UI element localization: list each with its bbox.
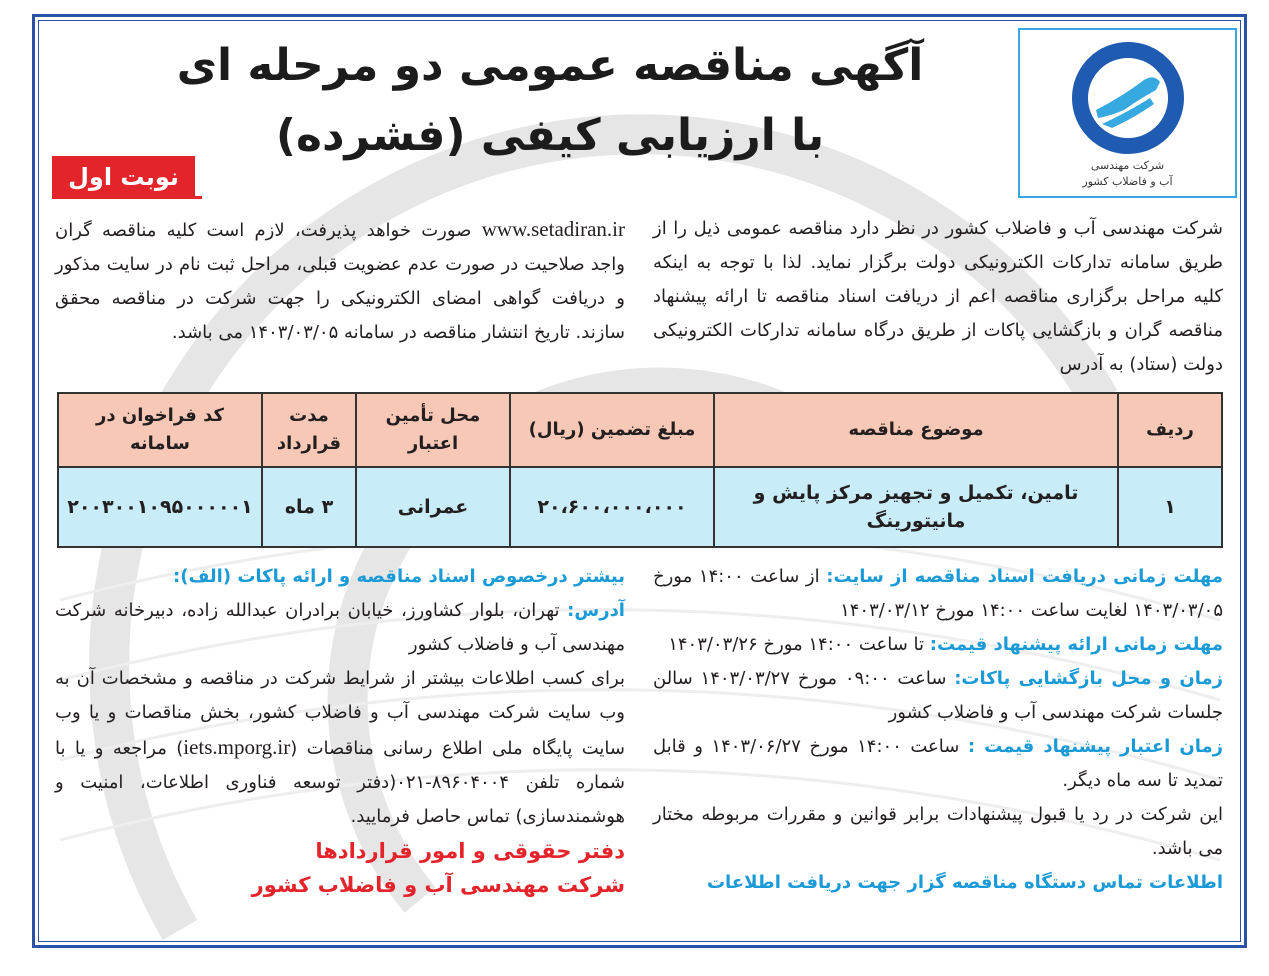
contact-label: اطلاعات تماس دستگاه مناقصه گزار جهت دریافت اطلاعات	[706, 872, 1223, 893]
more-info-text-1: برای کسب اطلاعات بیشتر از شرایط شرکت در مناقصه و مشخصات آن به وب سایت شرکت مهندسی آب و فاضلاب کشور، بخش مناقصات و یا وب سایت پایگاه ملی اطلاع رسانی مناقصات (	[55, 668, 625, 759]
opening-text: ساعت ۰۹:۰۰ مورخ ۱۴۰۳/۰۳/۲۷ سالن جلسات شرکت مهندسی آب و فاضلاب کشور	[653, 668, 1223, 723]
more-info-text-2: ) مراجعه و یا با شماره تلفن ۸۹۶۰۴۰۰۴-۰۲۱(دفتر توسعه فناوری اطلاعات، امنیت و هوشمندسازی) تماس حاصل فرمایید.	[55, 738, 625, 827]
details-left	[55, 560, 625, 902]
table-row	[58, 467, 1222, 547]
header-funding: محل تأمین اعتبار	[356, 393, 510, 467]
doc-deadline-text: از ساعت ۱۴:۰۰ مورخ ۱۴۰۳/۰۳/۰۵ لغایت ساعت ۱۴:۰۰ مورخ ۱۴۰۳/۰۳/۱۲	[653, 566, 1223, 621]
cell-guarantee: ۲۰،۶۰۰،۰۰۰،۰۰۰	[510, 467, 714, 547]
notice-body	[55, 212, 1223, 942]
rights-text: این شرکت در رد یا قبول پیشنهادات برابر قوانین و مقررات مربوطه مختار می باشد.	[653, 804, 1223, 859]
cell-row-number: ۱	[1118, 467, 1222, 547]
intro-text-left: صورت خواهد پذیرفت، لازم است کلیه مناقصه گران واجد صلاحیت در صورت عدم عضویت قبلی، مراحل ثبت نام در سایت مذکور و دریافت گواهی امضای الکترونیکی را جهت شرکت در مناقصه محقق سازند. تاریخ انتشار مناقصه در سامانه ۱۴۰۳/۰۳/۰۵ می باشد.	[55, 220, 625, 343]
signature-office: دفتر حقوقی و امور قراردادها	[315, 839, 625, 863]
header-subject: موضوع مناقصه	[714, 393, 1118, 467]
header-duration: مدت قرارداد	[262, 393, 356, 467]
badge-underline	[52, 196, 202, 199]
logo-caption-2: آب و فاضلاب کشور	[1082, 175, 1173, 188]
contact-label-cont: بیشتر درخصوص اسناد مناقصه و ارائه پاکات (الف):	[173, 566, 625, 587]
setad-url[interactable]: www.setadiran.ir	[481, 217, 625, 241]
header-guarantee: مبلغ تضمین (ریال)	[510, 393, 714, 467]
first-round-badge: نوبت اول	[52, 156, 195, 198]
table-header-row	[58, 393, 1222, 467]
iets-url[interactable]: iets.mporg.ir	[183, 735, 291, 759]
address-text: تهران، بلوار کشاورز، خیابان برادران عبدالله زاده، دبیرخانه شرکت مهندسی آب و فاضلاب کشور	[55, 600, 625, 655]
doc-deadline-label: مهلت زمانی دریافت اسناد مناقصه از سایت:	[826, 566, 1223, 587]
notice-subtitle: با ارزیابی کیفی (فشرده)	[275, 110, 825, 161]
notice-header	[0, 0, 1269, 200]
company-logo	[1018, 28, 1237, 198]
bid-deadline-label: مهلت زمانی ارائه پیشنهاد قیمت:	[929, 634, 1223, 655]
validity-label: زمان اعتبار پیشنهاد قیمت :	[967, 736, 1223, 757]
intro-text-right: شرکت مهندسی آب و فاضلاب کشور در نظر دارد مناقصه عمومی ذیل را از طریق سامانه تدارکات الکترونیکی دولت برگزار نماید. لذا با توجه به اینکه کلیه مراحل برگزاری مناقصه اعم از دریافت اسناد مناقصه تا ارائه پیشنهاد مناقصه گران و بازگشایی پاکات از طریق درگاه سامانه تدارکات الکترونیکی دولت (ستاد) به آدرس	[653, 218, 1223, 375]
cell-subject: تامین، تکمیل و تجهیز مرکز پایش و مانیتورینگ	[714, 467, 1118, 547]
notice-title: آگهی مناقصه عمومی دو مرحله ای	[176, 40, 924, 91]
signature-company: شرکت مهندسی آب و فاضلاب کشور	[251, 873, 625, 897]
validity-text: ساعت ۱۴:۰۰ مورخ ۱۴۰۳/۰۶/۲۷ و قابل تمدید تا سه ماه دیگر.	[653, 736, 1223, 791]
header-code: کد فراخوان در سامانه	[58, 393, 262, 467]
logo-caption-1: شرکت مهندسی	[1090, 159, 1165, 172]
bid-deadline-text: تا ساعت ۱۴:۰۰ مورخ ۱۴۰۳/۰۳/۲۶	[668, 634, 925, 655]
water-wave-logo-icon	[1068, 38, 1188, 158]
cell-duration: ۳ ماه	[262, 467, 356, 547]
address-label: آدرس:	[567, 600, 625, 621]
intro-left	[55, 212, 625, 382]
intro-right	[653, 212, 1223, 382]
header-row-number: ردیف	[1118, 393, 1222, 467]
tender-table	[57, 392, 1223, 548]
details-right	[653, 560, 1223, 902]
cell-funding: عمرانی	[356, 467, 510, 547]
intro-columns	[55, 212, 1223, 382]
cell-code: ۲۰۰۳۰۰۱۰۹۵۰۰۰۰۰۱	[58, 467, 262, 547]
details-columns	[55, 560, 1223, 902]
opening-label: زمان و محل بازگشایی پاکات:	[954, 668, 1223, 689]
